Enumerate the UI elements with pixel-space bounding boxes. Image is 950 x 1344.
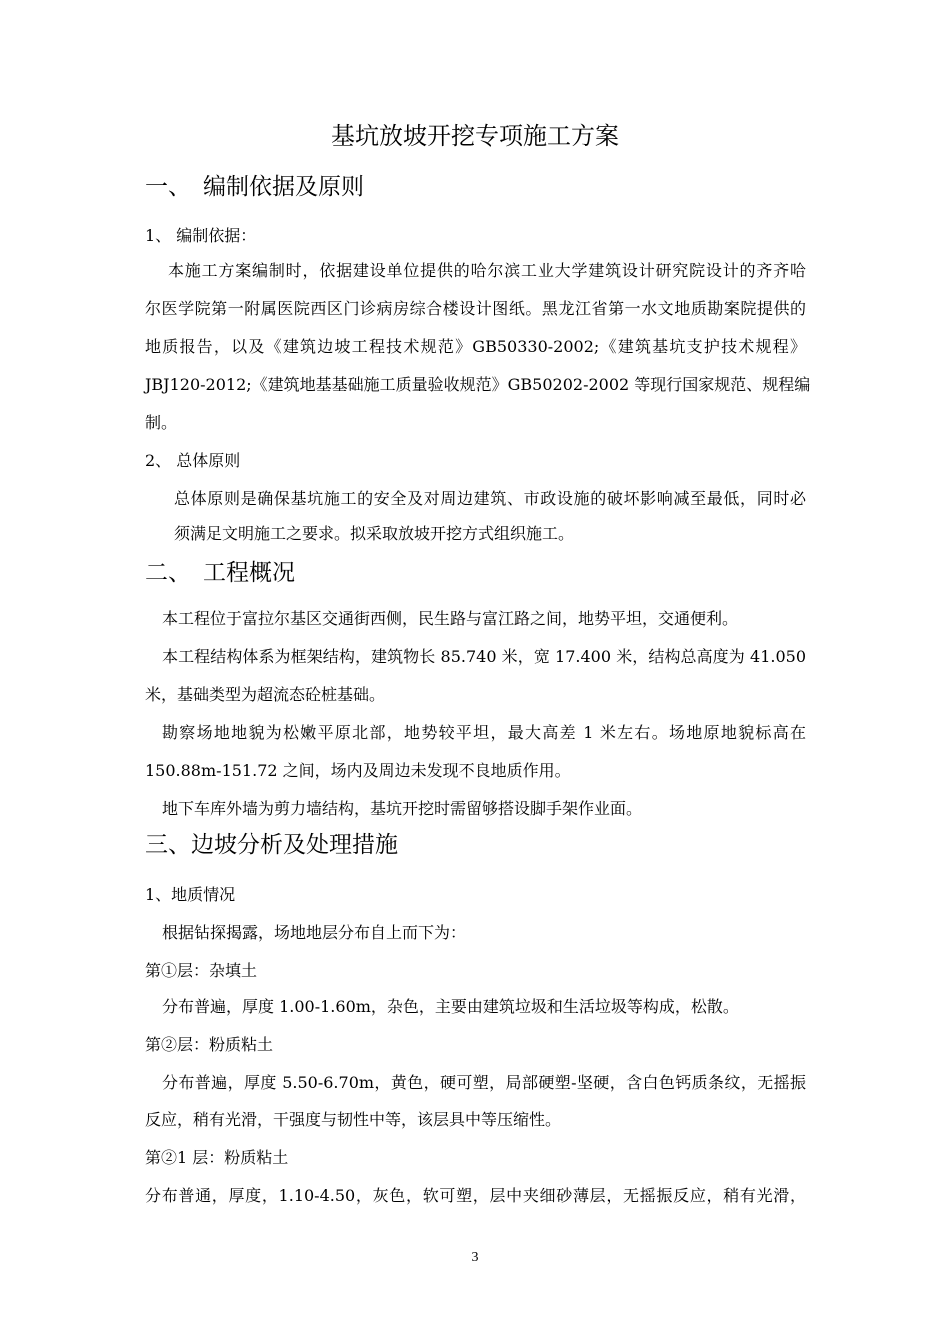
paragraph-line: 制。 [145, 413, 178, 432]
paragraph-line: 米，基础类型为超流态砼桩基础。 [145, 685, 386, 704]
paragraph-line: 总体原则是确保基坑施工的安全及对周边建筑、市政设施的破坏影响减至最低，同时必 [174, 489, 806, 508]
section-number: 二、 [145, 560, 191, 586]
layer-title: 第②层：粉质粘土 [145, 1035, 274, 1054]
paragraph-line: 分布普通，厚度，1.10-4.50，灰色，软可塑，层中夹细砂薄层，无摇振反应，稍有光滑， [145, 1186, 806, 1205]
section-title: 工程概况 [203, 560, 295, 586]
layer-title: 第②1 层：粉质粘土 [145, 1148, 289, 1167]
subheading-basis: 1、 编制依据： [145, 226, 257, 245]
paragraph-line: 分布普遍，厚度 5.50-6.70m，黄色，硬可塑，局部硬塑-坚硬，含白色钙质条纹，无摇振 [162, 1073, 806, 1092]
page-number: 3 [471, 1250, 479, 1265]
section-title: 编制依据及原则 [203, 174, 364, 200]
section-heading-3: 三、边坡分析及处理措施 [145, 832, 398, 858]
paragraph-line: 地质报告，以及《建筑边坡工程技术规范》GB50330-2002;《建筑基坑支护技术规程》 [145, 337, 806, 356]
paragraph-line: JBJ120-2012;《建筑地基基础施工质量验收规范》GB50202-2002 等现行国家规范、规程编 [145, 375, 811, 394]
paragraph-line: 根据钻探揭露，场地地层分布自上而下为： [162, 923, 467, 942]
section-heading-1 [145, 172, 364, 202]
subheading-geology: 1、地质情况 [145, 885, 236, 904]
section-number: 一、 [145, 174, 191, 200]
paragraph-line: 勘察场地地貌为松嫩平原北部，地势较平坦，最大高差 1 米左右。场地原地貌标高在 [162, 723, 806, 742]
paragraph-line: 本施工方案编制时，依据建设单位提供的哈尔滨工业大学建筑设计研究院设计的齐齐哈 [168, 261, 806, 280]
paragraph-line: 本工程结构体系为框架结构，建筑物长 85.740 米，宽 17.400 米，结构总高度为 41.050 [162, 647, 806, 666]
subheading-principles: 2、 总体原则 [145, 451, 241, 470]
paragraph-line: 150.88m-151.72 之间，场内及周边未发现不良地质作用。 [145, 761, 571, 780]
paragraph-line: 本工程位于富拉尔基区交通街西侧，民生路与富江路之间，地势平坦，交通便利。 [162, 609, 739, 628]
document-title: 基坑放坡开挖专项施工方案 [331, 122, 619, 150]
paragraph-line: 须满足文明施工之要求。拟采取放坡开挖方式组织施工。 [174, 524, 575, 543]
layer-title: 第①层：杂填土 [145, 961, 258, 980]
paragraph-line: 反应，稍有光滑，干强度与韧性中等，该层具中等压缩性。 [145, 1110, 562, 1129]
paragraph-line: 分布普遍，厚度 1.00-1.60m，杂色，主要由建筑垃圾和生活垃圾等构成，松散。 [162, 997, 739, 1016]
paragraph-line: 尔医学院第一附属医院西区门诊病房综合楼设计图纸。黑龙江省第一水文地质勘案院提供的 [145, 299, 806, 318]
section-heading-2 [145, 558, 295, 588]
paragraph-line: 地下车库外墙为剪力墙结构，基坑开挖时需留够搭设脚手架作业面。 [162, 799, 643, 818]
